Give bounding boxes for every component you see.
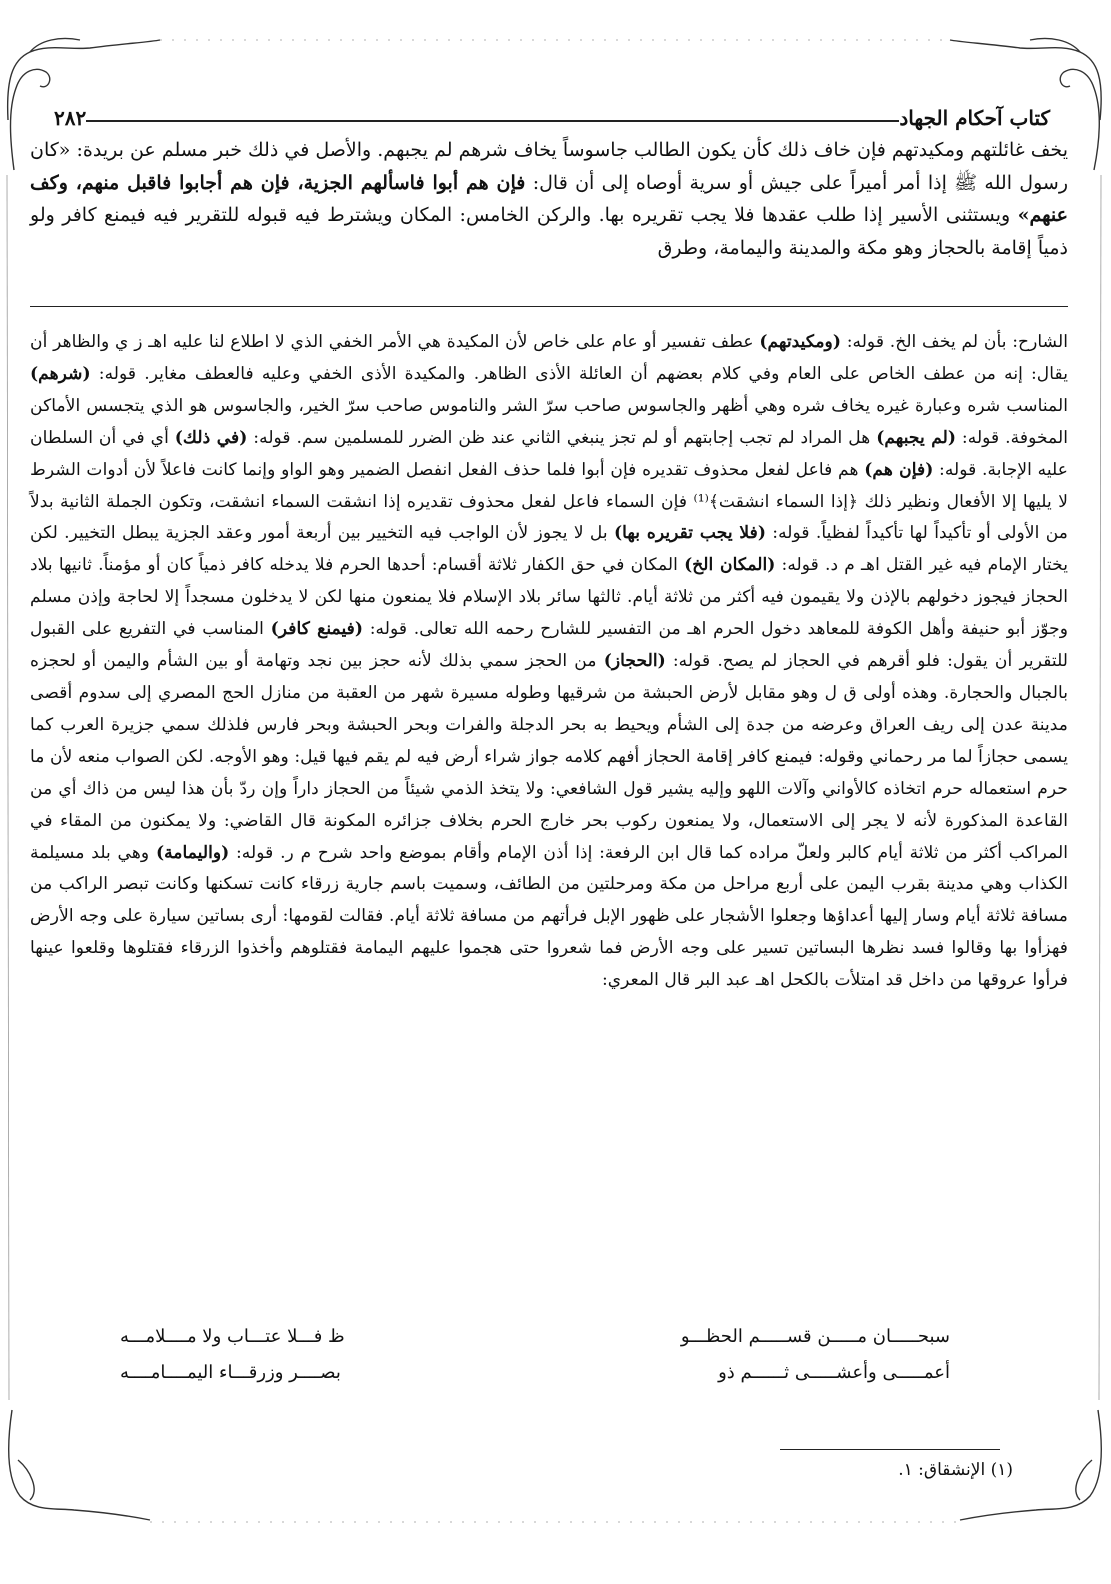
poem-hemistich-second: بصــــر وزرقـــاء اليمــــامــــه xyxy=(120,1362,341,1383)
section-divider xyxy=(30,306,1068,307)
poem-hemistich-second: ظ فـــلا عتـــاب ولا مــــلامـــه xyxy=(120,1326,345,1347)
commentary-keyword: (فيمنع كافر) xyxy=(270,619,363,640)
commentary-segment: المكان في حق الكفار ثلاثة أقسام: أحدها الحرم فلا يدخله كافر ذمياً كان أو مؤمناً. ثانيها بلاد الحجاز فيجوز دخولهم بالإذن ولا يقيمون فيه أكثر من ثلاثة أيام. ثالثها سائر بلاد الإسلام فلا يمنعون منها لكن لا يدخلون مسجداً إلا لحاجة وإذن مسلم وجوّز أبو حنيفة وأهل الكوفة للمعاهد دخول الحرم اهـ من التفسير للشارح رحمه الله تعالى. قوله: xyxy=(30,555,1068,640)
poem xyxy=(120,1326,950,1398)
footnote-rule xyxy=(780,1449,1000,1450)
main-text-segment: ويستثنى الأسير إذا طلب عقدها فلا يجب تقريره بها. والركن الخامس: المكان ويشترط فيه قبوله للتقرير فيه فيمنع كافر ولو ذمياً إقامة بالحجاز وهو مكة والمدينة واليمامة، وطرق xyxy=(30,204,1068,259)
commentary-segment: أي في أن السلطان عليه الإجابة. قوله: xyxy=(30,427,1069,480)
main-text-bold-segment: فإن هم أبوا فاسألهم الجزية، فإن هم أجابوا فاقبل منهم، وكف عنهم» xyxy=(30,171,1068,226)
commentary-segment: بل لا يجوز لأن الواجب فيه التخيير بين أربعة أمور وعقد الجزية يبطل التخيير. لكن يختار الإمام فيه غير القتل اهـ م د. قوله: xyxy=(30,523,1068,576)
poem-verse xyxy=(120,1326,950,1362)
commentary-segment: عطف تفسير أو عام على خاص لأن المكيدة هي الأمر الخفي الذي لا اطلاع لنا عليه اهـ ز ي والظاهر أن يقال: إنه من عطف الخاص على العام وفي كلام بعضهم أن العائلة الأذى الظاهر. والمكيدة الأذى الخفي وعليه فالعطف مغاير. قوله: xyxy=(30,332,1068,384)
commentary-keyword: (فإن هم) xyxy=(864,459,934,480)
commentary-keyword: (فلا يجب تقريره بها) xyxy=(613,523,767,544)
poem-verse xyxy=(120,1362,950,1398)
commentary-text xyxy=(30,327,1068,997)
commentary-segment: الشارح: بأن لم يخف الخ. قوله: xyxy=(840,332,1068,352)
commentary-segment: المناسب في التفريع على القبول للتقرير أن يقول: فلو أقرهم في الحجاز لم يصح. قوله: xyxy=(30,619,1068,672)
commentary-keyword: (الحجاز) xyxy=(603,651,666,672)
commentary-segment: هل المراد لم تجب إجابتهم أو لم تجز ينبغي الثاني عند ظن الضرر للمسلمين سم. قوله: xyxy=(247,427,877,448)
main-text-segment: يخف غائلتهم ومكيدتهم فإن خاف ذلك كأن يكون الطالب جاسوساً يخاف شرهم لم يجبهم. والأصل في ذلك خبر مسلم عن بريدة: «كان رسول الله ﷺ إذا أمر أميراً على جيش أو سرية أوصاه إلى أن قال: xyxy=(30,139,1069,194)
poem-hemistich-first: أعمـــــى وأعشـــــى ثــــــم ذو xyxy=(718,1362,950,1383)
footnote: (١) الإنشقاق: ١. xyxy=(898,1460,1013,1480)
commentary-keyword: (واليمامة) xyxy=(155,842,230,863)
header-rule xyxy=(86,120,899,122)
commentary-keyword: (شرهم) xyxy=(30,363,91,384)
commentary-keyword: (المكان الخ) xyxy=(684,555,776,576)
poem-hemistich-first: سبحـــــان مـــــن قســـــم الحظـــو xyxy=(680,1326,950,1347)
commentary-segment: وهي بلد مسيلمة الكذاب وهي مدينة بقرب اليمن على أربع مراحل من مكة ومرحلتين من الطائف، وسميت باسم جارية زرقاء كانت تسكنها وكانت تبصر الراكب من مسافة ثلاثة أيام وسار إليها أعداؤها وجعلوا الأشجار على ظهور الإبل فرأتهم من مسافة ثلاثة أيام. فقالت لقومها: أرى بساتين سيارة على وجه الأرض فهزأوا بها وقالوا فسد نظرها البساتين تسير على وجه الأرض فما شعروا حتى هجموا عليهم اليمامة فقتلوهم وأخذوا الزرقاء فقتلوها وقلعوا عينها فرأوا عروقها من داخل قد امتلأت بالكحل اهـ عبد البر قال المعري: xyxy=(30,842,1069,991)
commentary-keyword: (في ذلك) xyxy=(174,427,248,448)
commentary-keyword: (لم يجبهم) xyxy=(876,427,957,448)
book-title: كتاب آحكام الجهاد xyxy=(899,106,1050,130)
main-paragraph xyxy=(30,134,1068,264)
commentary-segment: هم فاعل لفعل محذوف تقديره فإن أبوا فلما حذف الفعل انفصل الضمير وهو الواو وإنما كانت فاعلاً لأن أدوات الشرط لا يليها إلا الأفعال ونظير ذلك ﴿إذا السماء انشقت﴾⁽¹⁾ فإن السماء فاعل لفعل محذوف تقديره إذا انشقت السماء انشقت، وتكون الجملة الثانية بدلاً من الأولى أو تأكيداً لها تأكيداً لفظياً. قوله: xyxy=(30,459,1068,544)
commentary-paragraph xyxy=(30,327,1068,997)
page-number: ٢٨٢ xyxy=(54,106,87,130)
commentary-segment: من الحجز سمي بذلك لأنه حجز بين نجد وتهامة أو بين الشأم واليمن أو لحجزه بالجبال والحجارة. وهذه أولى ق ل وهو مقابل لأرض الحبشة من شرقيها وطوله مسيرة شهر من العقبة من منازل الحج المصري إلى سدوم أقصى مدينة عدن إلى ريف العراق وعرضه من جدة إلى الشأم ويحيط به بحر الدجلة والفرات وبحر الحبشة وبحر فارس فلذلك سمي جزيرة العرب كما يسمى حجازاً لما مر رحماني وقوله: فيمنع كافر إقامة الحجاز أفهم كلامه جواز شراء أرض فيه لم يقم فيها قيل: وهو الأوجه. لكن الصواب منعه لأن ما حرم استعماله حرم اتخاذه كالأواني وآلات اللهو وإليه يشير قول الشافعي: ولا يتخذ الذمي شيئاً من الحجاز داراً وإن ردّ بأن هذا ليس من ذاك أي من القاعدة المذكورة لأنه لا يجر إلى الاستعمال، ولا يمنعون ركوب بحر خارج الحرم بخلاف جزائره المكونة قال القاضي: ولا يمكنون من المقاء في المراكب أكثر من ثلاثة أيام كالبر ولعلّ مراده كما قال ابن الرفعة: إذا أذن الإمام وأقام بموضع واحد شرح م ر. قوله: xyxy=(30,651,1068,863)
commentary-keyword: (ومكيدتهم) xyxy=(759,332,841,352)
main-text xyxy=(30,134,1068,264)
running-header xyxy=(42,100,1062,130)
commentary-segment: المناسب شره وعبارة غيره يخاف شره وهي أظهر والجاسوس صاحب سرّ الشر والناموس صاحب سرّ الخير، والجاسوس هو الذي يتجسس الأماكن المخوفة. قوله: xyxy=(30,395,1068,448)
